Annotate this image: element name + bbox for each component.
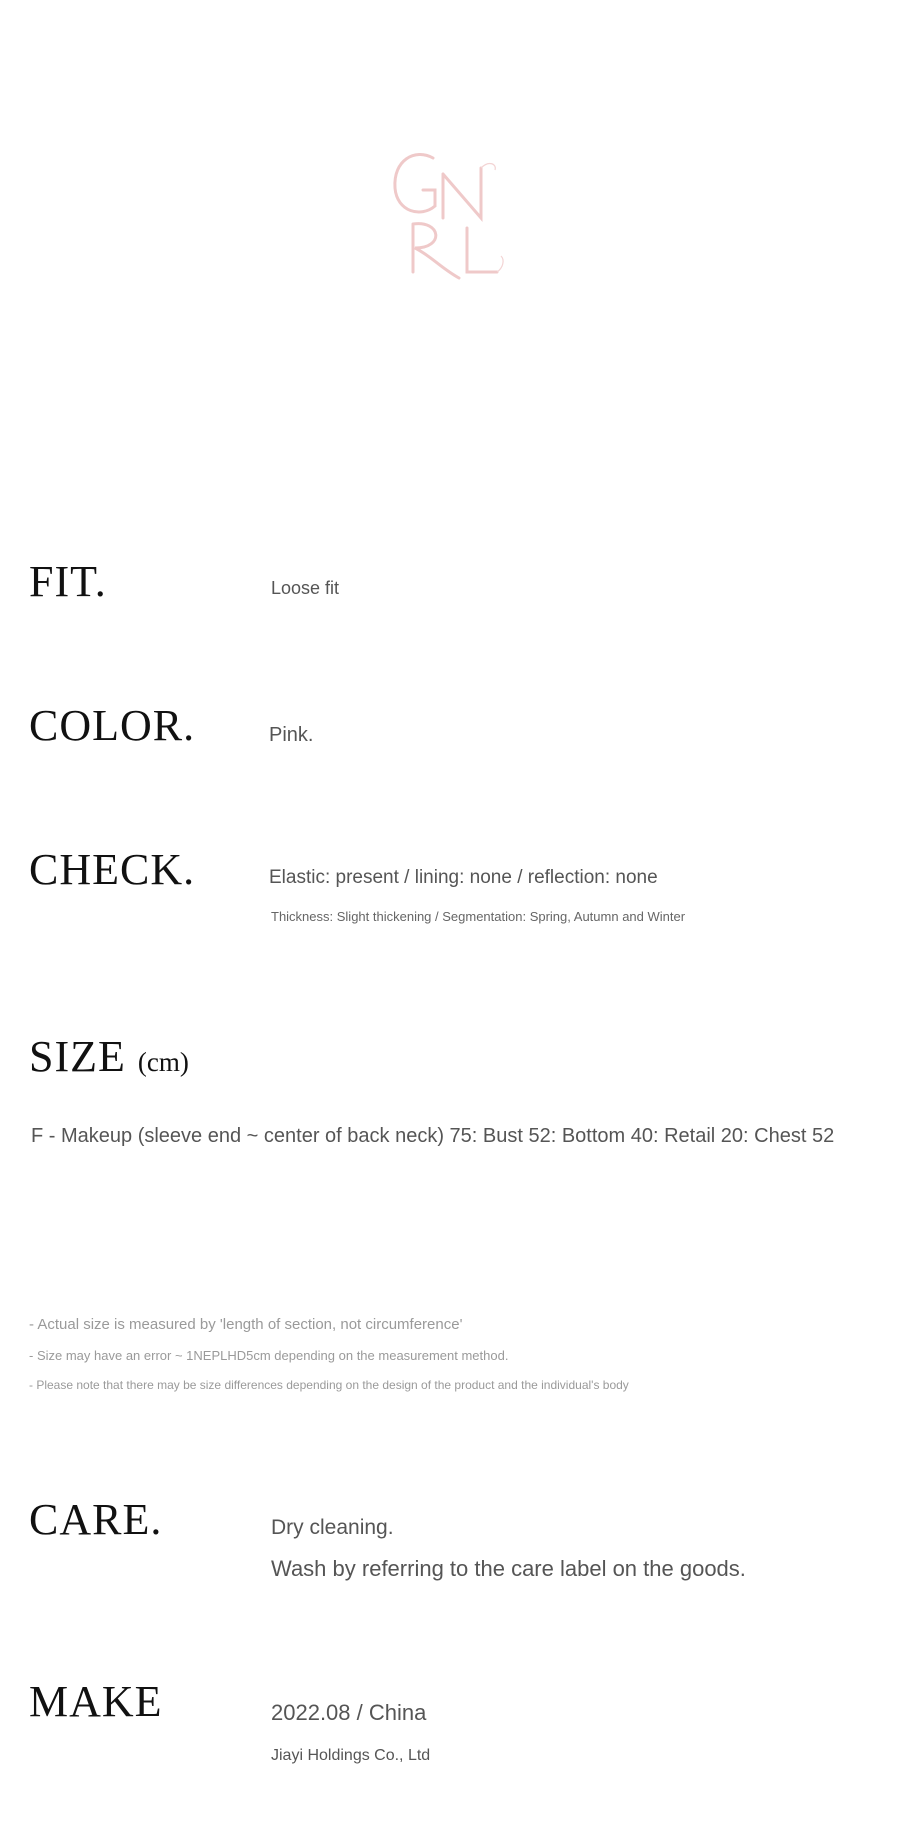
check-line-1: Elastic: present / lining: none / reflection: none — [269, 867, 658, 888]
monogram-logo — [385, 140, 515, 280]
care-line-2: Wash by referring to the care label on the goods. — [271, 1556, 746, 1581]
make-date-origin: 2022.08 / China — [271, 1700, 427, 1725]
color-value: Pink. — [269, 724, 314, 746]
size-unit: (cm) — [137, 1047, 189, 1077]
size-heading — [29, 1032, 189, 1081]
size-note-3: - Please note that there may be size differences depending on the design of the product and the individual's body — [29, 1378, 629, 1392]
fit-heading: FIT. — [29, 557, 107, 606]
check-line-2: Thickness: Slight thickening / Segmentation: Spring, Autumn and Winter — [271, 909, 686, 924]
make-manufacturer: Jiayi Holdings Co., Ltd — [271, 1747, 431, 1764]
care-heading: CARE. — [29, 1495, 163, 1544]
fit-value: Loose fit — [271, 578, 340, 598]
make-heading: MAKE — [29, 1677, 163, 1726]
size-measurements: F - Makeup (sleeve end ~ center of back neck) 75: Bust 52: Bottom 40: Retail 20: Chest 52 — [31, 1125, 835, 1147]
check-heading: CHECK. — [29, 845, 196, 894]
size-note-1: - Actual size is measured by 'length of section, not circumference' — [29, 1316, 463, 1333]
care-line-1: Dry cleaning. — [271, 1516, 394, 1539]
size-heading-label: SIZE — [29, 1032, 126, 1081]
size-note-2: - Size may have an error ~ 1NEPLHD5cm depending on the measurement method. — [29, 1348, 509, 1363]
color-heading: COLOR. — [29, 701, 196, 750]
